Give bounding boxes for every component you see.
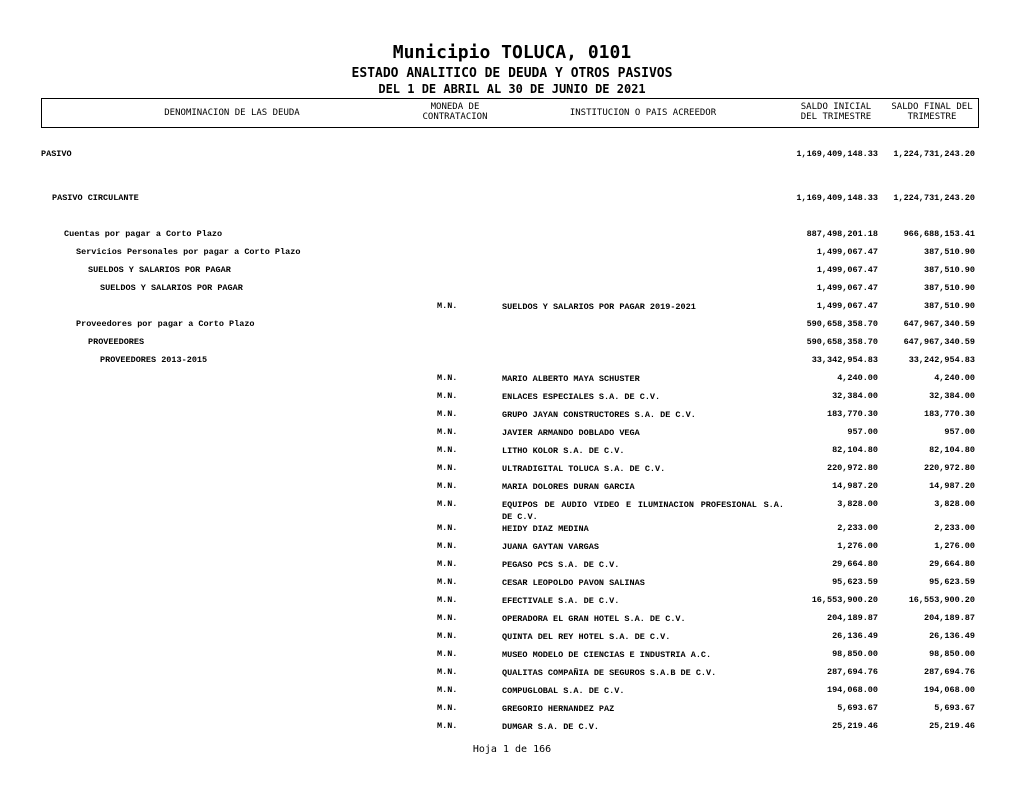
row-institucion: MUSEO MODELO DE CIENCIAS E INDUSTRIA A.C. [502, 650, 712, 660]
row-saldo-final: 647,967,340.59 [903, 337, 975, 347]
row-institucion: GRUPO JAYAN CONSTRUCTORES S.A. DE C.V. [502, 410, 696, 420]
row-saldo-inicial: 16,553,900.20 [811, 595, 878, 605]
row-saldo-final: 98,850.00 [929, 649, 975, 659]
row-saldo-final: 183,770.30 [923, 409, 975, 419]
row-saldo-final: 957.00 [944, 427, 975, 437]
row-saldo-inicial: 33,342,954.83 [811, 355, 878, 365]
table-row [0, 265, 1024, 281]
row-saldo-final: 14,987.20 [929, 481, 975, 491]
row-moneda: M.N. [437, 649, 458, 659]
row-saldo-inicial: 1,169,409,148.33 [796, 149, 878, 159]
table-row [0, 703, 1024, 719]
row-saldo-final: 4,240.00 [934, 373, 975, 383]
row-institucion: JUANA GAYTAN VARGAS [502, 542, 599, 552]
table-row [0, 523, 1024, 539]
row-moneda: M.N. [437, 559, 458, 569]
row-saldo-inicial: 1,499,067.47 [816, 247, 878, 257]
row-saldo-final: 204,189.87 [923, 613, 975, 623]
report-subtitle: ESTADO ANALITICO DE DEUDA Y OTROS PASIVOS [351, 66, 673, 81]
row-saldo-final: 16,553,900.20 [908, 595, 975, 605]
row-saldo-final: 2,233.00 [934, 523, 975, 533]
row-institucion: MARIO ALBERTO MAYA SCHUSTER [502, 374, 640, 384]
row-denominacion: Cuentas por pagar a Corto Plazo [64, 229, 223, 239]
row-saldo-final: 25,219.46 [929, 721, 975, 731]
row-saldo-inicial: 1,169,409,148.33 [796, 193, 878, 203]
row-moneda: M.N. [437, 703, 458, 713]
header-saldo-final-line1: SALDO FINAL DEL [891, 102, 973, 112]
table-row [0, 463, 1024, 479]
table-row [0, 149, 1024, 165]
row-denominacion: PROVEEDORES [88, 337, 145, 347]
row-saldo-final: 387,510.90 [923, 265, 975, 275]
row-saldo-inicial: 82,104.80 [832, 445, 878, 455]
row-saldo-inicial: 14,987.20 [832, 481, 878, 491]
row-saldo-inicial: 887,498,201.18 [806, 229, 878, 239]
row-denominacion: SUELDOS Y SALARIOS POR PAGAR [100, 283, 243, 293]
row-institucion: DUMGAR S.A. DE C.V. [502, 722, 599, 732]
header-saldo-final-line2: TRIMESTRE [907, 112, 957, 122]
table-row [0, 685, 1024, 701]
row-institucion: QUINTA DEL REY HOTEL S.A. DE C.V. [502, 632, 671, 642]
row-saldo-inicial: 26,136.49 [832, 631, 878, 641]
row-institucion: LITHO KOLOR S.A. DE C.V. [502, 446, 625, 456]
row-moneda: M.N. [437, 481, 458, 491]
row-saldo-final: 32,384.00 [929, 391, 975, 401]
row-saldo-inicial: 2,233.00 [837, 523, 878, 533]
row-saldo-inicial: 1,499,067.47 [816, 265, 878, 275]
table-row [0, 337, 1024, 353]
row-denominacion: PASIVO CIRCULANTE [52, 193, 139, 203]
row-moneda: M.N. [437, 463, 458, 473]
table-row [0, 481, 1024, 497]
row-saldo-final: 33,242,954.83 [908, 355, 975, 365]
row-moneda: M.N. [437, 427, 458, 437]
row-saldo-final: 5,693.67 [934, 703, 975, 713]
header-moneda-line2: CONTRATACION [422, 112, 488, 122]
row-saldo-inicial: 5,693.67 [837, 703, 878, 713]
table-row [0, 355, 1024, 371]
row-saldo-inicial: 1,276.00 [837, 541, 878, 551]
row-saldo-inicial: 4,240.00 [837, 373, 878, 383]
row-institucion: MARIA DOLORES DURAN GARCIA [502, 482, 635, 492]
row-denominacion: PASIVO [41, 149, 72, 159]
table-row [0, 445, 1024, 461]
row-institucion: HEIDY DIAZ MEDINA [502, 524, 589, 534]
row-moneda: M.N. [437, 409, 458, 419]
row-saldo-final: 82,104.80 [929, 445, 975, 455]
row-moneda: M.N. [437, 373, 458, 383]
row-denominacion: SUELDOS Y SALARIOS POR PAGAR [88, 265, 231, 275]
report-title: Municipio TOLUCA, 0101 [392, 42, 632, 63]
header-moneda-line1: MONEDA DE [430, 102, 480, 112]
row-institucion: OPERADORA EL GRAN HOTEL S.A. DE C.V. [502, 614, 686, 624]
table-row [0, 577, 1024, 593]
row-moneda: M.N. [437, 391, 458, 401]
row-moneda: M.N. [437, 613, 458, 623]
header-saldo-inicial-line1: SALDO INICIAL [800, 102, 872, 112]
row-moneda: M.N. [437, 577, 458, 587]
row-moneda: M.N. [437, 541, 458, 551]
row-saldo-final: 1,276.00 [934, 541, 975, 551]
row-saldo-final: 1,224,731,243.20 [893, 193, 975, 203]
row-saldo-final: 966,688,153.41 [903, 229, 975, 239]
row-institucion: ULTRADIGITAL TOLUCA S.A. DE C.V. [502, 464, 666, 474]
table-row [0, 427, 1024, 443]
row-denominacion: PROVEEDORES 2013-2015 [100, 355, 208, 365]
row-saldo-final: 29,664.80 [929, 559, 975, 569]
row-moneda: M.N. [437, 721, 458, 731]
row-saldo-inicial: 98,850.00 [832, 649, 878, 659]
row-saldo-inicial: 183,770.30 [826, 409, 878, 419]
table-row [0, 613, 1024, 629]
table-row [0, 631, 1024, 647]
row-saldo-final: 387,510.90 [923, 247, 975, 257]
row-saldo-final: 220,972.80 [923, 463, 975, 473]
row-saldo-inicial: 32,384.00 [832, 391, 878, 401]
table-row [0, 559, 1024, 575]
row-institucion: JAVIER ARMANDO DOBLADO VEGA [502, 428, 640, 438]
row-moneda: M.N. [437, 631, 458, 641]
row-moneda: M.N. [437, 595, 458, 605]
row-denominacion: Servicios Personales por pagar a Corto Plazo [76, 247, 301, 257]
table-row [0, 319, 1024, 335]
table-row [0, 193, 1024, 209]
row-saldo-inicial: 590,658,358.70 [806, 319, 878, 329]
row-saldo-final: 387,510.90 [923, 301, 975, 311]
table-row [0, 409, 1024, 425]
table-row [0, 229, 1024, 245]
row-saldo-final: 387,510.90 [923, 283, 975, 293]
row-saldo-final: 287,694.76 [923, 667, 975, 677]
table-row [0, 721, 1024, 737]
table-row [0, 541, 1024, 557]
row-saldo-inicial: 1,499,067.47 [816, 301, 878, 311]
row-institucion: ENLACES ESPECIALES S.A. DE C.V. [502, 392, 661, 402]
row-saldo-final: 26,136.49 [929, 631, 975, 641]
row-institucion: GREGORIO HERNANDEZ PAZ [502, 704, 615, 714]
page-number: Hoja 1 de 166 [472, 744, 552, 755]
row-saldo-inicial: 957.00 [847, 427, 878, 437]
row-moneda: M.N. [437, 301, 458, 311]
row-moneda: M.N. [437, 667, 458, 677]
row-saldo-inicial: 220,972.80 [826, 463, 878, 473]
row-saldo-inicial: 204,189.87 [826, 613, 878, 623]
row-institucion: PEGASO PCS S.A. DE C.V. [502, 560, 620, 570]
row-moneda: M.N. [437, 499, 458, 509]
row-moneda: M.N. [437, 445, 458, 455]
table-row [0, 301, 1024, 317]
header-denominacion: DENOMINACION DE LAS DEUDA [164, 108, 300, 118]
row-saldo-final: 95,623.59 [929, 577, 975, 587]
row-saldo-final: 194,068.00 [923, 685, 975, 695]
table-row [0, 649, 1024, 665]
table-row [0, 667, 1024, 683]
row-saldo-inicial: 3,828.00 [837, 499, 878, 509]
table-row [0, 283, 1024, 299]
header-institucion: INSTITUCION O PAIS ACREEDOR [569, 108, 717, 118]
row-saldo-inicial: 590,658,358.70 [806, 337, 878, 347]
row-institucion: EFECTIVALE S.A. DE C.V. [502, 596, 620, 606]
header-saldo-inicial-line2: DEL TRIMESTRE [800, 112, 872, 122]
row-saldo-inicial: 29,664.80 [832, 559, 878, 569]
report-period: DEL 1 DE ABRIL AL 30 DE JUNIO DE 2021 [378, 82, 646, 96]
row-institucion: EQUIPOS DE AUDIO VIDEO E ILUMINACION PROFESIONAL S.A. DE C.V. [502, 500, 784, 522]
row-saldo-inicial: 194,068.00 [826, 685, 878, 695]
row-saldo-final: 647,967,340.59 [903, 319, 975, 329]
row-saldo-inicial: 25,219.46 [832, 721, 878, 731]
row-institucion: COMPUGLOBAL S.A. DE C.V. [502, 686, 625, 696]
row-institucion: QUALITAS COMPAÑIA DE SEGUROS S.A.B DE C.V. [502, 668, 717, 678]
row-denominacion: Proveedores por pagar a Corto Plazo [76, 319, 255, 329]
table-row [0, 247, 1024, 263]
row-saldo-final: 3,828.00 [934, 499, 975, 509]
table-row [0, 595, 1024, 611]
row-saldo-inicial: 287,694.76 [826, 667, 878, 677]
table-row [0, 499, 1024, 522]
row-saldo-final: 1,224,731,243.20 [893, 149, 975, 159]
row-institucion: CESAR LEOPOLDO PAVON SALINAS [502, 578, 645, 588]
table-row [0, 373, 1024, 389]
row-moneda: M.N. [437, 523, 458, 533]
row-moneda: M.N. [437, 685, 458, 695]
row-institucion: SUELDOS Y SALARIOS POR PAGAR 2019-2021 [502, 302, 696, 312]
row-saldo-inicial: 1,499,067.47 [816, 283, 878, 293]
table-row [0, 391, 1024, 407]
row-saldo-inicial: 95,623.59 [832, 577, 878, 587]
